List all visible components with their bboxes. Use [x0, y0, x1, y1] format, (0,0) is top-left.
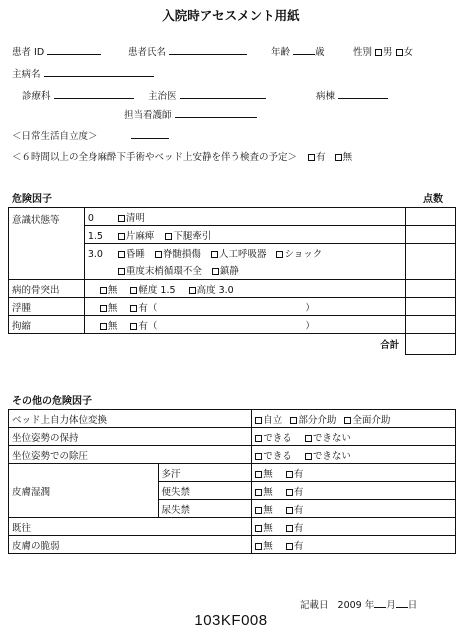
disease-row — [12, 66, 154, 80]
c0-item: 清明 — [125, 212, 145, 224]
fragile-options — [252, 536, 456, 554]
wet-0-none-checkbox[interactable] — [255, 471, 262, 478]
sit-keep-label: 坐位姿勢の保持 — [9, 428, 252, 446]
wet-options-1 — [252, 482, 456, 500]
bed-label: ベッド上自力体位変換 — [9, 410, 252, 428]
bone-checkbox-1[interactable] — [130, 287, 137, 294]
wet-2-none-checkbox[interactable] — [255, 507, 262, 514]
c30-item-4: 重度末梢循環不全 — [125, 266, 202, 278]
doctor-row — [148, 88, 266, 102]
bone-row — [84, 280, 405, 298]
date-day-field[interactable] — [396, 598, 408, 608]
fragile-yes: 有 — [293, 540, 304, 552]
bed-option-1: 部分介助 — [298, 414, 337, 426]
adl-row — [12, 128, 169, 142]
ward-label: 病棟 — [316, 91, 336, 102]
contracture-score-cell[interactable] — [406, 316, 456, 334]
adl-field[interactable] — [131, 129, 169, 139]
bone-checkbox-0[interactable] — [100, 287, 107, 294]
contracture-row — [84, 316, 405, 334]
ward-field[interactable] — [338, 89, 388, 99]
bed-checkbox-2[interactable] — [344, 417, 351, 424]
date-year: 2009 年 — [337, 600, 375, 611]
form-title: 入院時アセスメント用紙 — [162, 8, 300, 23]
sex-male-checkbox[interactable] — [375, 49, 382, 56]
c0-score: 0 — [87, 212, 94, 224]
risk-heading: 危険因子 — [12, 194, 52, 205]
contracture-yes-checkbox[interactable] — [130, 323, 137, 330]
fragile-none-checkbox[interactable] — [255, 543, 262, 550]
patient-name-field[interactable] — [169, 45, 247, 55]
nurse-row — [124, 107, 257, 121]
sex-female-label: 女 — [403, 47, 414, 58]
sex-male-label: 男 — [383, 47, 393, 58]
bone-label: 病的骨突出 — [9, 280, 85, 298]
sit-release-cannot: できない — [312, 450, 351, 462]
consciousness-row-15 — [84, 226, 405, 244]
contracture-none-checkbox[interactable] — [100, 323, 107, 330]
consciousness-row-30b — [84, 262, 405, 280]
date-label: 記載日 — [300, 600, 329, 611]
bed-options — [252, 410, 456, 428]
nurse-field[interactable] — [175, 108, 257, 118]
patient-name-label: 患者氏名 — [128, 47, 167, 58]
c30-item-2: 人工呼吸器 — [218, 248, 267, 260]
sit-keep-cannot: できない — [312, 432, 351, 444]
c0-checkbox[interactable] — [118, 215, 125, 222]
date-row — [300, 597, 417, 611]
sit-release-can: できる — [263, 450, 292, 462]
other-heading: その他の危険因子 — [12, 396, 92, 407]
c30-checkbox-0[interactable] — [118, 251, 125, 258]
age-row — [271, 44, 325, 58]
disease-field[interactable] — [44, 67, 154, 77]
wet-1-yes-checkbox[interactable] — [286, 489, 293, 496]
wet-2-yes: 有 — [293, 504, 304, 516]
history-yes: 有 — [293, 522, 304, 534]
doctor-label: 主治医 — [148, 91, 177, 102]
history-label: 既往 — [9, 518, 252, 536]
contracture-paren-close: ） — [305, 320, 315, 332]
total-score-cell[interactable] — [406, 334, 456, 355]
edema-paren-close: ） — [305, 302, 315, 314]
history-none-checkbox[interactable] — [255, 525, 262, 532]
bone-option-0: 無 — [107, 284, 118, 296]
fragile-none: 無 — [263, 540, 273, 552]
fragile-yes-checkbox[interactable] — [286, 543, 293, 550]
c30-item-1: 脊髄損傷 — [162, 248, 201, 260]
wet-options-2 — [252, 500, 456, 518]
wet-label: 皮膚湿潤 — [9, 464, 159, 518]
c30-item-3: ショック — [284, 248, 323, 260]
c15-score: 1.5 — [87, 230, 103, 242]
wet-0-yes-checkbox[interactable] — [286, 471, 293, 478]
exam-yes-label: 有 — [316, 152, 326, 163]
edema-yes-checkbox[interactable] — [130, 305, 137, 312]
patient-id-label: 患者 ID — [12, 47, 45, 58]
bed-checkbox-0[interactable] — [255, 417, 262, 424]
contracture-none: 無 — [107, 320, 118, 332]
form-code: 103KF008 — [194, 612, 268, 629]
score-heading: 点数 — [423, 194, 443, 205]
edema-label: 浮腫 — [9, 298, 85, 316]
wet-sub-2: 尿失禁 — [158, 500, 252, 518]
c15-item-0: 片麻痺 — [125, 230, 155, 242]
exam-no-label: 無 — [342, 152, 353, 163]
date-month: 月 — [386, 600, 396, 611]
exam-label: ＜６時間以上の全身麻酔下手術やベッド上安静を伴う検査の予定＞ — [12, 152, 298, 163]
dept-field[interactable] — [54, 89, 134, 99]
wet-1-none: 無 — [263, 486, 273, 498]
c15-item-1: 下腿牽引 — [173, 230, 212, 242]
bone-option-2: 高度 3.0 — [196, 284, 234, 296]
bone-score-cell[interactable] — [406, 280, 456, 298]
wet-sub-0: 多汗 — [158, 464, 252, 482]
exam-yes-checkbox[interactable] — [308, 154, 315, 161]
sit-release-cannot-checkbox[interactable] — [305, 453, 312, 460]
other-table — [8, 409, 456, 554]
c15-score-cell[interactable] — [406, 226, 456, 244]
c30-checkbox-4[interactable] — [118, 268, 125, 275]
exam-row — [12, 149, 352, 163]
history-none: 無 — [263, 522, 273, 534]
adl-label: ＜日常生活自立度＞ — [12, 131, 98, 142]
consciousness-label: 意識状態等 — [9, 208, 85, 280]
total-label: 合計 — [380, 340, 400, 352]
wet-0-none: 無 — [263, 468, 273, 480]
exam-no-checkbox[interactable] — [335, 154, 342, 161]
dept-label: 診療科 — [22, 91, 51, 102]
age-label: 年齢 — [271, 47, 291, 58]
history-options — [252, 518, 456, 536]
edema-yes: 有（ — [138, 302, 158, 314]
c30-checkbox-2[interactable] — [211, 251, 218, 258]
sit-keep-can: できる — [263, 432, 292, 444]
nurse-label: 担当看護師 — [124, 110, 172, 121]
c15-checkbox-0[interactable] — [118, 233, 125, 240]
sit-release-label: 坐位姿勢での除圧 — [9, 446, 252, 464]
date-month-field[interactable] — [374, 598, 386, 608]
wet-sub-1: 便失禁 — [158, 482, 252, 500]
sit-keep-can-checkbox[interactable] — [255, 435, 262, 442]
age-unit: 歳 — [315, 47, 325, 58]
fragile-label: 皮膚の脆弱 — [9, 536, 252, 554]
dept-row — [22, 88, 134, 102]
disease-label: 主病名 — [12, 69, 41, 80]
wet-0-yes: 有 — [293, 468, 304, 480]
edema-row — [84, 298, 405, 316]
consciousness-row-30 — [84, 244, 405, 262]
bone-checkbox-2[interactable] — [189, 287, 196, 294]
patient-id-row — [12, 44, 101, 58]
risk-table — [8, 207, 456, 355]
wet-1-none-checkbox[interactable] — [255, 489, 262, 496]
sit-release-can-checkbox[interactable] — [255, 453, 262, 460]
sex-label: 性別 — [353, 47, 373, 58]
sit-keep-options — [252, 428, 456, 446]
history-yes-checkbox[interactable] — [286, 525, 293, 532]
edema-none-checkbox[interactable] — [100, 305, 107, 312]
doctor-field[interactable] — [180, 89, 266, 99]
c30-item-5: 鎮静 — [219, 266, 239, 278]
edema-none: 無 — [107, 302, 118, 314]
consciousness-row-0 — [84, 208, 405, 226]
bed-checkbox-1[interactable] — [290, 417, 297, 424]
c30-score: 3.0 — [87, 248, 103, 260]
c30-item-0: 昏睡 — [125, 248, 145, 260]
age-field[interactable] — [293, 45, 315, 55]
patient-name-row — [128, 44, 247, 58]
sit-release-options — [252, 446, 456, 464]
date-day: 日 — [407, 600, 418, 611]
sit-keep-cannot-checkbox[interactable] — [305, 435, 312, 442]
edema-score-cell[interactable] — [406, 298, 456, 316]
c0-score-cell[interactable] — [406, 208, 456, 226]
contracture-label: 拘縮 — [9, 316, 85, 334]
c15-checkbox-1[interactable] — [165, 233, 172, 240]
contracture-yes: 有（ — [138, 320, 158, 332]
sex-female-checkbox[interactable] — [396, 49, 403, 56]
patient-id-field[interactable] — [47, 45, 101, 55]
sex-row — [353, 44, 413, 58]
c30-checkbox-3[interactable] — [276, 251, 283, 258]
c30-score-cell[interactable] — [406, 244, 456, 280]
wet-options-0 — [252, 464, 456, 482]
ward-row — [316, 88, 388, 102]
c30-checkbox-5[interactable] — [212, 268, 219, 275]
wet-1-yes: 有 — [293, 486, 304, 498]
bone-option-1: 軽度 1.5 — [138, 284, 176, 296]
c30-checkbox-1[interactable] — [155, 251, 162, 258]
wet-2-yes-checkbox[interactable] — [286, 507, 293, 514]
bed-option-0: 自立 — [263, 414, 283, 426]
bed-option-2: 全面介助 — [352, 414, 391, 426]
wet-2-none: 無 — [263, 504, 273, 516]
